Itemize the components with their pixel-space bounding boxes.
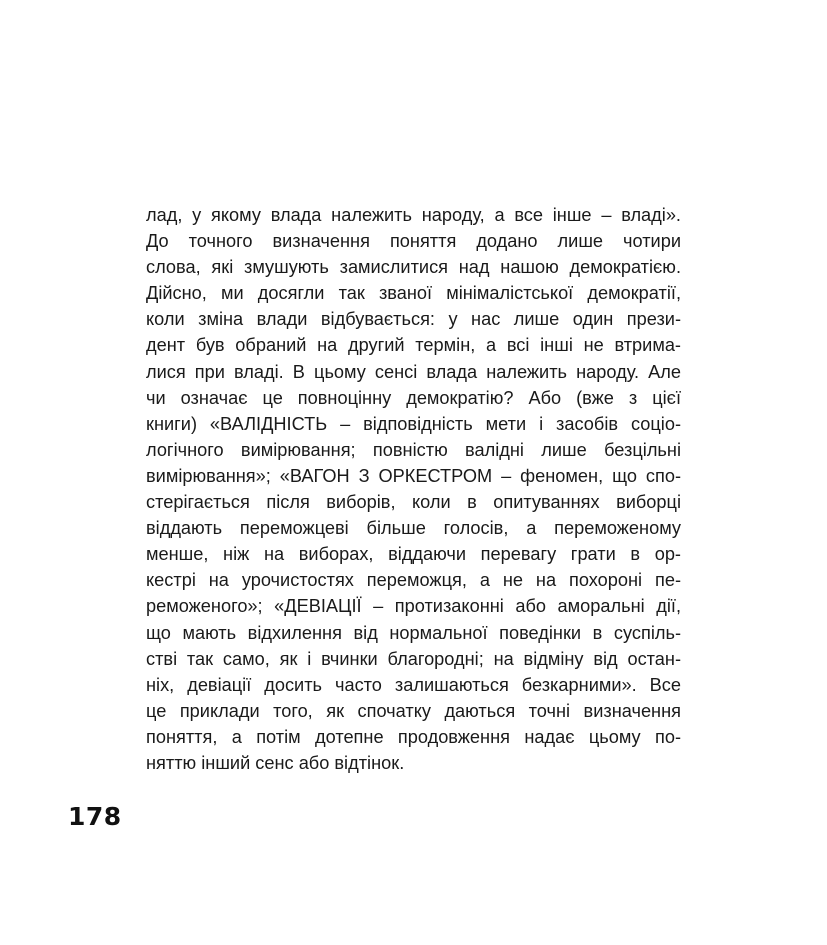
text-line: менше, ніж на виборах, віддаючи перевагу грати в ор-	[146, 544, 681, 565]
text-line: стерігається після виборів, коли в опитуваннях виборці	[146, 492, 681, 513]
text-line: лися при владі. В цьому сенсі влада належить народу. Але	[146, 361, 681, 382]
text-line: вимірювання»; «ВАГОН З ОРКЕСТРОМ – феномен, що спо-	[146, 465, 681, 486]
text-line: коли зміна влади відбувається: у нас лише один прези-	[146, 309, 681, 330]
text-line: ніх, девіації досить часто залишаються безкарними». Все	[146, 674, 681, 695]
text-line: що мають відхилення від нормальної поведінки в суспіль-	[146, 622, 681, 643]
text-line: логічного вимірювання; повністю валідні лише безцільні	[146, 439, 681, 460]
text-line: кестрі на урочистостях переможця, а не на похороні пе-	[146, 570, 681, 591]
text-line: До точного визначення поняття додано лише чотири	[146, 231, 681, 252]
text-line-last: няттю інший сенс або відтінок.	[146, 752, 405, 773]
page-number: 178	[68, 802, 122, 831]
text-line: стві так само, як і вчинки благородні; на відміну від остан-	[146, 648, 681, 669]
text-line: віддають переможцеві більше голосів, а переможеному	[146, 518, 681, 539]
text-line: поняття, а потім дотепне продовження надає цьому по-	[146, 726, 681, 747]
text-line: слова, які змушують замислитися над нашою демократією.	[146, 257, 681, 278]
text-line: дент був обраний на другий термін, а всі інші не втрима-	[146, 335, 681, 356]
body-text	[146, 202, 681, 776]
text-line: лад, у якому влада належить народу, а все інше – владі».	[146, 205, 681, 225]
text-line: Дійсно, ми досягли так званої мінімалістської демократії,	[146, 283, 681, 304]
text-line: це приклади того, як спочатку даються точні визначення	[146, 700, 681, 721]
text-line: чи означає це повноцінну демократію? Або (вже з цієї	[146, 387, 681, 408]
text-line: реможеного»; «ДЕВІАЦІЇ – протизаконні або аморальні дії,	[146, 596, 681, 617]
text-line: книги) «ВАЛІДНІСТЬ – відповідність мети і засобів соціо-	[146, 413, 681, 434]
